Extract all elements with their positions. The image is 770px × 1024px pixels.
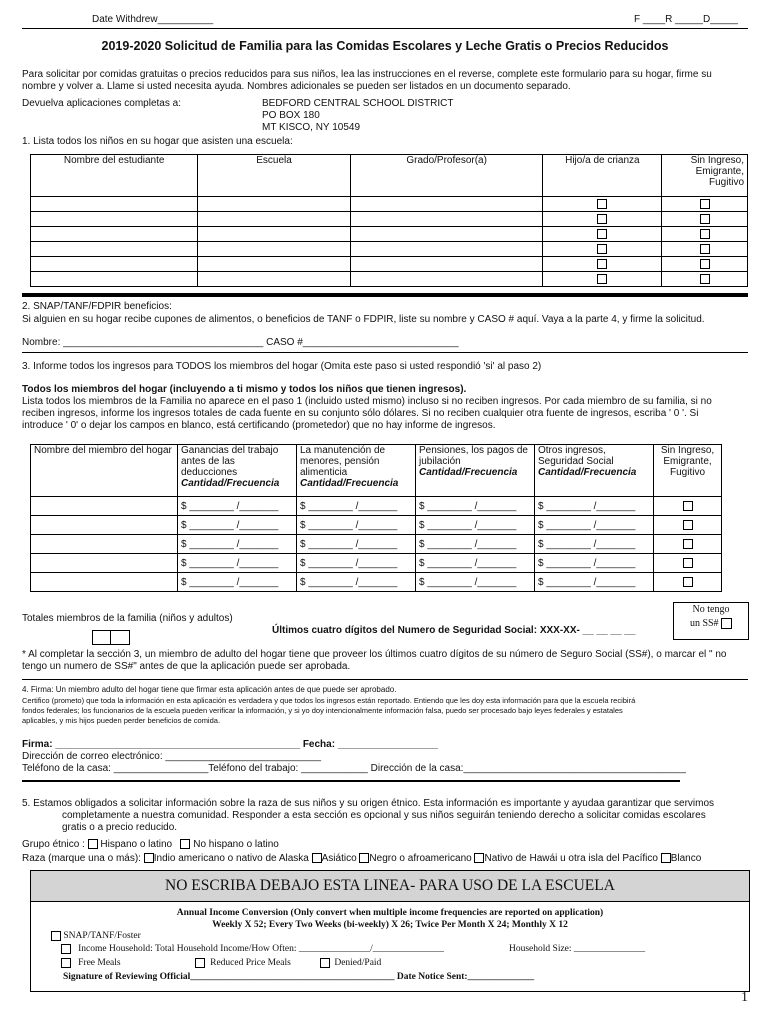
col-student-name: Nombre del estudiante	[31, 155, 198, 197]
race-black-label: Negro o afroamericano	[369, 853, 472, 864]
certification-text	[22, 696, 752, 726]
section3-text-1: Lista todos los miembros de la Familia no aparece en el paso 1 (incluido usted mismo) incluso si no reciben ingresos. Por cada miembro de su familia, si no	[22, 396, 712, 407]
member-name-cell[interactable]	[31, 535, 178, 554]
address-line-3: MT KISCO, NY 10549	[262, 122, 361, 133]
free-meals-checkbox[interactable]	[61, 958, 71, 968]
col-no-income: Sin Ingreso, Emigrante, Fugitivo	[662, 155, 748, 197]
foster-checkbox[interactable]	[597, 274, 607, 284]
earnings-cell[interactable]: $ ________ /_______	[178, 497, 297, 516]
hispanic-checkbox[interactable]	[88, 839, 98, 849]
child-support-cell[interactable]: $ ________ /_______	[297, 535, 416, 554]
ethnicity-row	[22, 839, 279, 850]
col-grade-teacher: Grado/Profesor(a)	[350, 155, 543, 197]
section3-text-3: introduce ' 0' o dejar los campos en blanco, está certificando (prometedor) que no hay informe de ingresos.	[22, 420, 496, 431]
section4-title: 4. Firma: Un miembro adulto del hogar tiene que firmar esta aplicación antes de que puede ser aprobado.	[22, 685, 397, 694]
student-name-cell[interactable]	[31, 227, 198, 242]
race-asian-label: Asiático	[321, 853, 357, 864]
reduced-price-label: Reduced Price Meals	[210, 958, 291, 969]
member-name-cell[interactable]	[31, 516, 178, 535]
determination-row	[61, 958, 381, 968]
no-income-checkbox[interactable]	[683, 520, 693, 530]
col-child-support	[297, 445, 416, 497]
school-cell[interactable]	[198, 227, 350, 242]
col-no-income: Sin Ingreso, Emigrante, Fugitivo	[654, 445, 722, 497]
earnings-cell[interactable]: $ ________ /_______	[178, 535, 297, 554]
grade-cell[interactable]	[350, 197, 543, 212]
ssn-note	[22, 649, 752, 673]
col-child-support-label: La manutención de menores, pensión alimenticia	[300, 445, 386, 478]
no-ssn-checkbox[interactable]	[721, 618, 732, 629]
race-native-american-label: Indio americano o nativo de Alaska	[153, 853, 309, 864]
race-pacific-islander-checkbox[interactable]	[474, 853, 484, 863]
table-row	[31, 516, 722, 535]
child-support-cell[interactable]: $ ________ /_______	[297, 573, 416, 592]
no-ssn-box	[673, 602, 749, 640]
no-ssn-label-2: un SS#	[689, 618, 719, 629]
frd-field: F ____R _____D_____	[634, 14, 738, 25]
grade-cell[interactable]	[350, 257, 543, 272]
children-table	[30, 154, 748, 287]
child-support-cell[interactable]: $ ________ /_______	[297, 516, 416, 535]
foster-checkbox[interactable]	[597, 244, 607, 254]
hispanic-label: Hispano o latino	[100, 839, 173, 850]
amount-frequency-label: Cantidad/Frecuencia	[538, 467, 637, 478]
pensions-cell[interactable]: $ ________ /_______	[416, 573, 535, 592]
address-line-1: BEDFORD CENTRAL SCHOOL DISTRICT	[262, 98, 454, 109]
snap-label: SNAP/TANF/Foster	[63, 931, 141, 942]
income-conversion-title: Annual Income Conversion (Only convert when multiple income frequencies are reported on application)	[176, 908, 604, 918]
student-name-cell[interactable]	[31, 257, 198, 272]
household-total-label: Totales miembros de la familia (niños y adultos)	[22, 613, 233, 624]
income-household-field[interactable]: Income Household: Total Household Income/How Often: _______________/_______________	[78, 944, 445, 955]
non-hispanic-checkbox[interactable]	[180, 839, 190, 849]
race-asian-checkbox[interactable]	[312, 853, 322, 863]
other-income-cell[interactable]: $ ________ /_______	[535, 516, 654, 535]
col-earnings-label: Ganancias del trabajo antes de las deducciones	[181, 445, 279, 478]
race-white-label: Blanco	[670, 853, 702, 864]
other-income-cell[interactable]: $ ________ /_______	[535, 535, 654, 554]
col-foster: Hijo/a de crianza	[543, 155, 662, 197]
certification-line-3: aplicables, y mis hijos pueden perder beneficios de comida.	[22, 716, 221, 725]
no-ssn-label-1: No tengo	[692, 604, 730, 615]
section3-text	[22, 396, 752, 432]
no-income-checkbox[interactable]	[683, 539, 693, 549]
race-native-american-checkbox[interactable]	[144, 853, 154, 863]
student-name-cell[interactable]	[31, 212, 198, 227]
section3-text-2: reciben ingresos, informe los ingresos totales de cada fuente en su conjunto sólo dólares. Si no reciben cualquier otra fuente de ingresos, escriba ' 0 '. Si	[22, 408, 699, 419]
col-member-name: Nombre del miembro del hogar	[31, 445, 178, 497]
col-other-income-label: Otros ingresos, Seguridad Social	[538, 445, 614, 467]
non-hispanic-label: No hispano o latino	[193, 839, 279, 850]
race-pacific-islander-label: Nativo de Hawái u otra isla del Pacífico	[484, 853, 658, 864]
race-label: Raza (marque una o más):	[22, 853, 141, 864]
amount-frequency-label: Cantidad/Frecuencia	[300, 478, 399, 489]
snap-name-case-field[interactable]: Nombre: ____________________________________ CASO #____________________________	[22, 337, 459, 348]
pensions-cell[interactable]: $ ________ /_______	[416, 554, 535, 573]
household-total-box[interactable]	[92, 630, 130, 645]
pensions-cell[interactable]: $ ________ /_______	[416, 516, 535, 535]
ethnicity-label: Grupo étnico :	[22, 839, 85, 850]
return-label: Devuelva aplicaciones completas a:	[22, 98, 181, 109]
table-row	[31, 272, 748, 287]
table-row	[31, 535, 722, 554]
child-support-cell[interactable]: $ ________ /_______	[297, 554, 416, 573]
student-name-cell[interactable]	[31, 272, 198, 287]
other-income-cell[interactable]: $ ________ /_______	[535, 573, 654, 592]
school-cell[interactable]	[198, 212, 350, 227]
school-cell[interactable]	[198, 242, 350, 257]
member-name-cell[interactable]	[31, 554, 178, 573]
no-income-checkbox[interactable]	[700, 259, 710, 269]
amount-frequency-label: Cantidad/Frecuencia	[419, 467, 518, 478]
table-row	[31, 554, 722, 573]
earnings-cell[interactable]: $ ________ /_______	[178, 573, 297, 592]
grade-cell[interactable]	[350, 272, 543, 287]
table-row	[31, 573, 722, 592]
page-number: 1	[741, 990, 748, 1005]
ssn-field[interactable]: Últimos cuatro dígitos del Numero de Seguridad Social: XXX-XX- __ __ __ __	[272, 625, 636, 636]
snap-row	[51, 931, 141, 941]
table-row	[31, 227, 748, 242]
page-title: 2019-2020 Solicitud de Familia para las Comidas Escolares y Leche Gratis o Precios Reducidos	[101, 39, 669, 53]
office-use-banner: NO ESCRIBA DEBAJO ESTA LINEA- PARA USO DE LA ESCUELA	[31, 871, 749, 902]
no-income-checkbox[interactable]	[700, 274, 710, 284]
snap-checkbox[interactable]	[51, 931, 61, 941]
table-row	[31, 497, 722, 516]
certification-line-2: fondos federales; los funcionarios de la escuela pueden verificar la información, y si yo doy intencionalmente información falsa, puedo ser procesado bajo leyes federales y estatales	[22, 706, 623, 715]
no-income-checkbox[interactable]	[700, 229, 710, 239]
district-address	[262, 98, 454, 134]
no-income-checkbox[interactable]	[683, 577, 693, 587]
foster-checkbox[interactable]	[597, 229, 607, 239]
earnings-cell[interactable]: $ ________ /_______	[178, 554, 297, 573]
no-income-checkbox[interactable]	[700, 244, 710, 254]
box-divider	[110, 631, 111, 644]
phone-address-fields[interactable]: Teléfono de la casa: _________________Teléfono del trabajo: ____________ Dirección de la casa:________________________________________	[22, 763, 686, 774]
other-income-cell[interactable]: $ ________ /_______	[535, 554, 654, 573]
foster-checkbox[interactable]	[597, 259, 607, 269]
col-earnings	[178, 445, 297, 497]
intro-text	[22, 69, 752, 93]
foster-checkbox[interactable]	[597, 199, 607, 209]
section5-text	[22, 798, 752, 834]
table-row	[31, 212, 748, 227]
school-cell[interactable]	[198, 197, 350, 212]
address-line-2: PO BOX 180	[262, 110, 320, 121]
section2-title: 2. SNAP/TANF/FDPIR beneficios:	[22, 301, 172, 312]
section5-line-2: completamente a nuestra comunidad. Responder a esta sección es opcional y sus niños seguirán teniendo derecho a solicitar comidas escolares	[62, 810, 706, 821]
income-household-row	[61, 944, 444, 954]
table-row	[31, 242, 748, 257]
pensions-cell[interactable]: $ ________ /_______	[416, 497, 535, 516]
school-cell[interactable]	[198, 272, 350, 287]
income-table	[30, 444, 722, 592]
student-name-cell[interactable]	[31, 197, 198, 212]
grade-cell[interactable]	[350, 212, 543, 227]
section5-line-3: gratis o a precio reducido.	[62, 822, 178, 833]
reduced-price-checkbox[interactable]	[195, 958, 205, 968]
grade-cell[interactable]	[350, 227, 543, 242]
grade-cell[interactable]	[350, 242, 543, 257]
free-meals-label: Free Meals	[78, 958, 121, 969]
top-rule	[22, 28, 748, 29]
earnings-cell[interactable]: $ ________ /_______	[178, 516, 297, 535]
table-row	[31, 197, 748, 212]
child-support-cell[interactable]: $ ________ /_______	[297, 497, 416, 516]
reviewing-official-signature[interactable]: Signature of Reviewing Official___________________________________________ Date Notice Sent:______________	[63, 972, 535, 982]
foster-checkbox[interactable]	[597, 214, 607, 224]
section2-text: Si alguien en su hogar recibe cupones de alimentos, o beneficios de TANF o FDPIR, liste su nombre y CASO # aquí. Vaya a la parte 4, y firme la solicitud.	[22, 314, 705, 325]
denied-label: Denied/Paid	[334, 958, 382, 969]
race-black-checkbox[interactable]	[359, 853, 369, 863]
col-school: Escuela	[198, 155, 350, 197]
section5-line-1: 5. Estamos obligados a solicitar información sobre la raza de sus niños y su origen étnico. Esta información es importante y ayudaa garantizar que servimos	[22, 798, 715, 809]
school-cell[interactable]	[198, 257, 350, 272]
income-header-row	[31, 445, 722, 497]
race-row	[22, 853, 701, 864]
section-divider	[22, 293, 748, 297]
col-other-income	[535, 445, 654, 497]
no-income-checkbox[interactable]	[700, 214, 710, 224]
children-header-row	[31, 155, 748, 197]
other-income-cell[interactable]: $ ________ /_______	[535, 497, 654, 516]
no-income-checkbox[interactable]	[700, 199, 710, 209]
section-divider	[22, 679, 748, 680]
race-white-checkbox[interactable]	[661, 853, 671, 863]
no-income-checkbox[interactable]	[683, 501, 693, 511]
member-name-cell[interactable]	[31, 497, 178, 516]
section3-title: 3. Informe todos los ingresos para TODOS los miembros del hogar (Omita este paso si usted respondió 'si' al paso 2)	[22, 361, 542, 372]
col-pensions	[416, 445, 535, 497]
intro-line-1: Para solicitar por comidas gratuitas o precios reducidos para sus niños, lea las instrucciones en el reverse, complete este formulario para su hogar, firme su	[22, 69, 712, 80]
signature-date-field[interactable]: Firma: ____________________________________________ Fecha: __________________	[22, 739, 438, 750]
no-income-checkbox[interactable]	[683, 558, 693, 568]
email-field[interactable]: Dirección de correo electrónico: ____________________________	[22, 751, 322, 762]
section1-title: 1. Lista todos los niños en su hogar que asisten una escuela:	[22, 136, 293, 147]
household-size-field[interactable]: Household Size: _______________	[509, 944, 646, 954]
certification-line-1: Certifico (prometo) que toda la información en esta aplicación es verdadera y que todos los ingresos están reportado. Entiendo que les doy esta información para que la escuela recibirá	[22, 696, 636, 705]
section-divider	[22, 780, 680, 782]
denied-checkbox[interactable]	[320, 958, 330, 968]
amount-frequency-label: Cantidad/Frecuencia	[181, 478, 280, 489]
income-household-checkbox[interactable]	[61, 944, 71, 954]
section-divider	[22, 352, 748, 353]
office-use-box	[30, 870, 750, 992]
ssn-note-2: tengo un numero de SS#" antes de que la aplicación puede ser aprobada.	[22, 661, 351, 672]
income-conversion-rules: Weekly X 52; Every Two Weeks (bi-weekly) X 26; Twice Per Month X 24; Monthly X 12	[212, 920, 568, 930]
student-name-cell[interactable]	[31, 242, 198, 257]
section3-bold-line: Todos los miembros del hogar (incluyendo a ti mismo y todos los niños que tienen ingresos).	[22, 384, 467, 395]
pensions-cell[interactable]: $ ________ /_______	[416, 535, 535, 554]
date-withdrew-field: Date Withdrew__________	[92, 14, 214, 25]
ssn-note-1: * Al completar la sección 3, un miembro de adulto del hogar tiene que proveer los últimos cuatro dígitos de su número de Seguro Social (SS#), o marcar el " no	[22, 649, 727, 660]
col-pensions-label: Pensiones, los pagos de jubilación	[419, 445, 528, 467]
intro-line-2: nombre y volver a. Llame si usted necesita ayuda. Nombres adicionales se pueden ser listados en un documento separado.	[22, 81, 571, 92]
table-row	[31, 257, 748, 272]
member-name-cell[interactable]	[31, 573, 178, 592]
